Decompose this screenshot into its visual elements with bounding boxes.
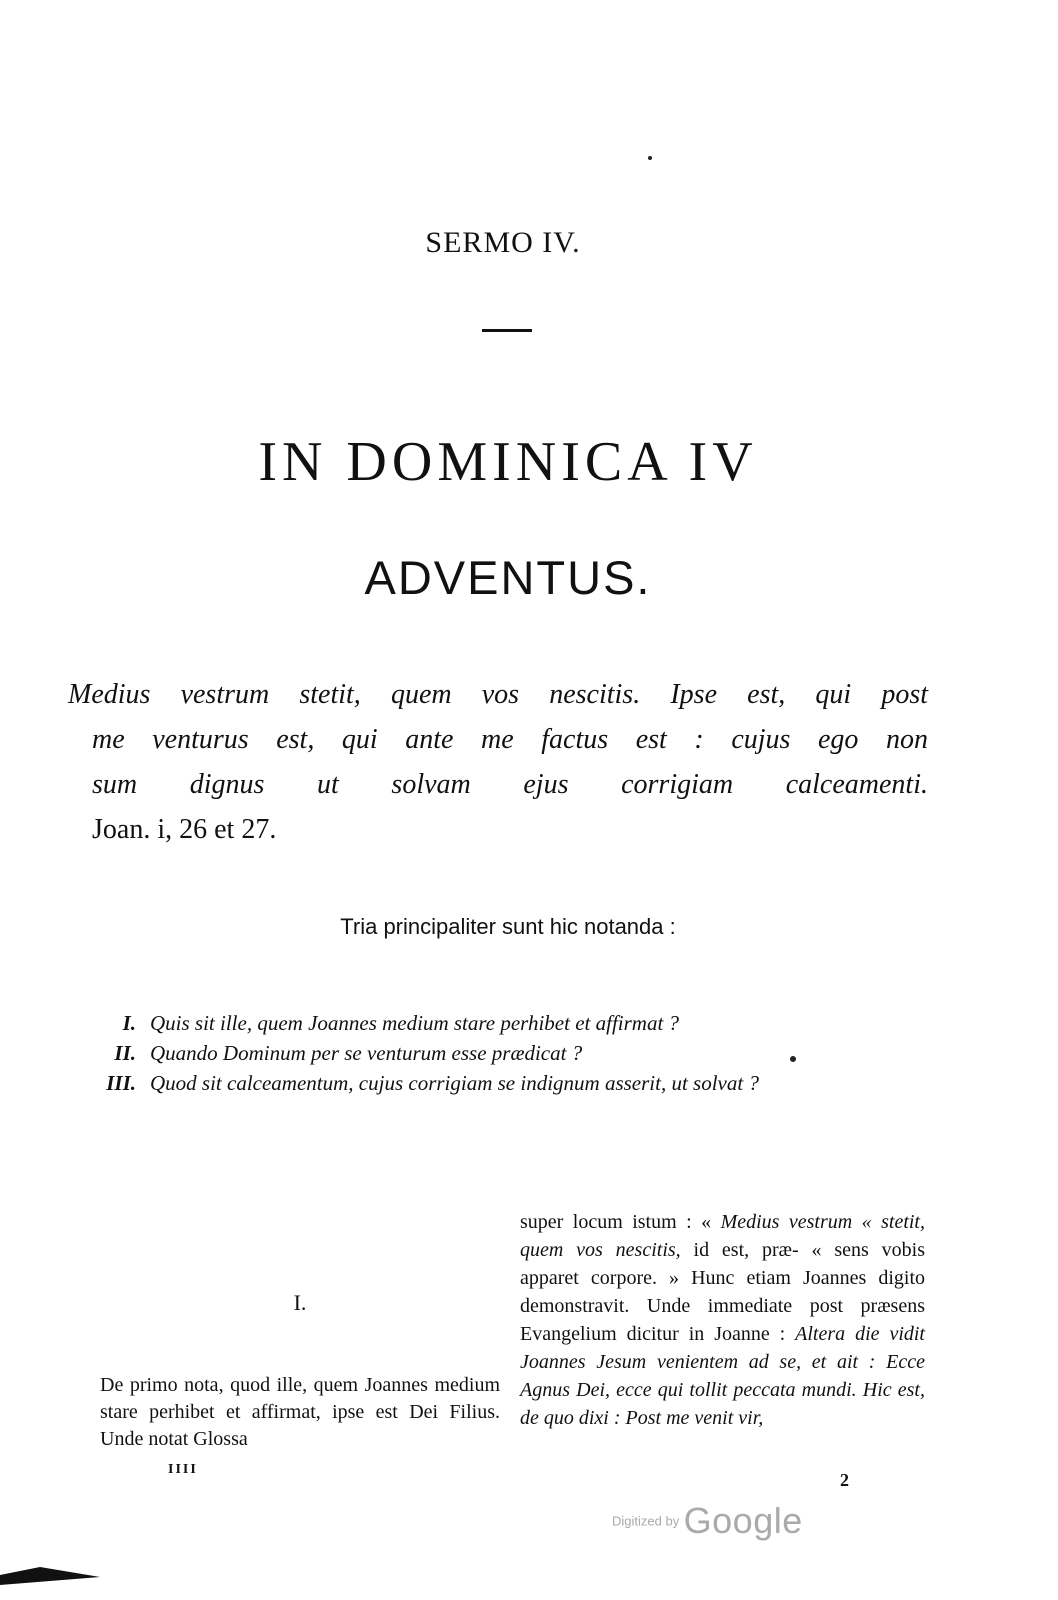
point-number: I. — [122, 1011, 136, 1035]
digitized-by-label: Digitized by — [612, 1513, 680, 1529]
right-text-2: id est, præ- « sens vobis apparet corpore. » Hunc etiam Joannes digito demonstravit. Unde immediate post præsens Evangelium dicitur in Joanne : — [520, 1239, 925, 1345]
right-column — [520, 1208, 925, 1432]
right-text-1-italic: Medius vestrum « stetit, quem vos nescitis, — [520, 1211, 925, 1261]
divider-rule — [482, 329, 532, 332]
point-text: Quando Dominum per se venturum esse prædicat ? — [150, 1041, 583, 1065]
point-text: Quod sit calceamentum, cujus corrigiam se indignum asserit, ut solvat ? — [150, 1071, 759, 1095]
left-column-text: De primo nota, quod ille, quem Joannes medium stare perhibet et affirmat, ipse est Dei Filius. Unde notat Glossa — [100, 1374, 500, 1450]
verse-line-2: me venturus est, qui ante me factus est : cujus ego non — [92, 724, 928, 755]
google-watermark — [612, 1500, 803, 1542]
verse-book: Joan. — [92, 814, 151, 845]
title-line-2: ADVENTUS. — [364, 551, 652, 604]
intro-line: Tria principaliter sunt hic notanda : — [340, 914, 676, 939]
point-item — [100, 1068, 900, 1098]
point-item — [100, 1038, 900, 1068]
page-edge-shadow — [0, 1545, 100, 1585]
ink-speck — [648, 156, 652, 160]
points-list — [100, 1008, 900, 1098]
ink-speck — [790, 1056, 796, 1062]
title-line-1: IN DOMINICA IV — [258, 431, 758, 493]
sermon-number: SERMO IV. — [425, 226, 581, 259]
section-heading: I. — [293, 1290, 307, 1315]
verse-reference: i, 26 et 27. — [157, 814, 277, 845]
point-text: Quis sit ille, quem Joannes medium stare perhibet et affirmat ? — [150, 1011, 680, 1035]
right-text-1: super locum istum : « — [520, 1211, 721, 1233]
verse-line-4 — [68, 807, 928, 852]
point-number: II. — [114, 1041, 136, 1065]
left-column — [100, 1290, 500, 1453]
google-logo: Google — [683, 1500, 803, 1541]
page-number: 2 — [840, 1470, 849, 1490]
point-number: III. — [106, 1071, 136, 1095]
verse-line-3: sum dignus ut solvam ejus corrigiam calceamenti. — [92, 769, 928, 800]
verse-line-1: Medius vestrum stetit, quem vos nescitis. Ipse est, qui post — [68, 679, 928, 710]
point-item — [100, 1008, 900, 1038]
epigraph-verse — [68, 672, 928, 852]
right-text-2-italic: Altera die vidit Joannes Jesum venientem ad se, et ait : Ecce Agnus Dei, ecce qui tollit peccata mundi. Hic est, de quo dixi : Post me venit vir, — [520, 1323, 925, 1429]
signature-mark: IIII — [168, 1462, 198, 1477]
